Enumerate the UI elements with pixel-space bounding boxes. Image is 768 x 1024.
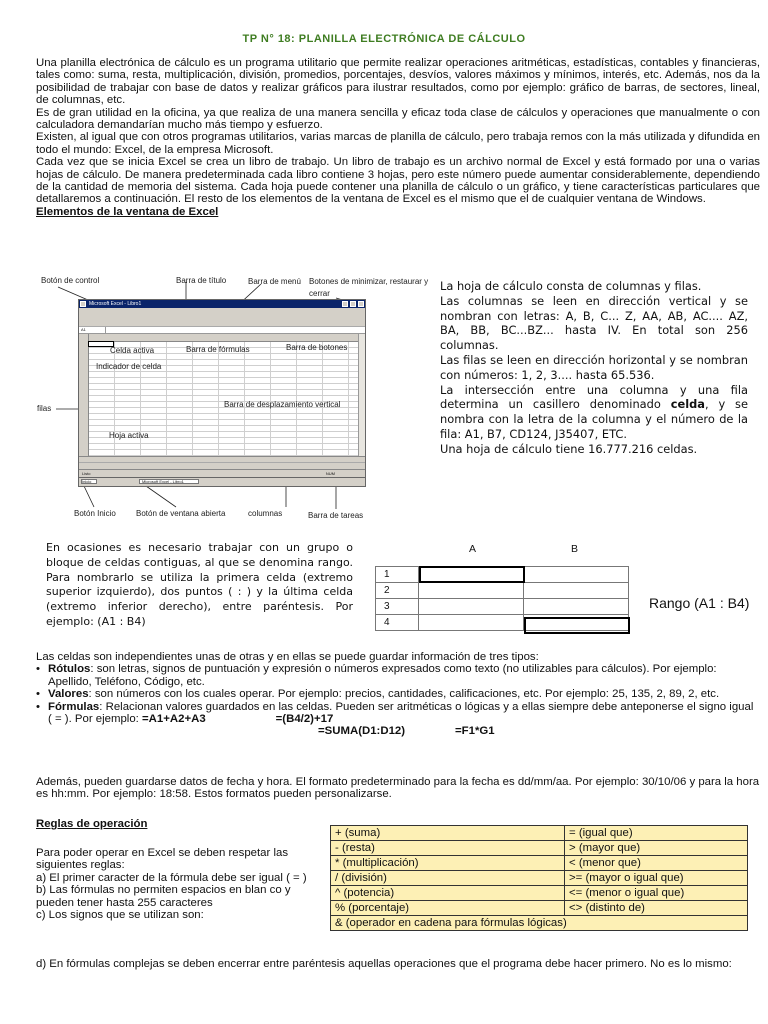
date-formats-paragraph: Además, pueden guardarse datos de fecha y hora. El formato predeterminado para la fecha es dd/mm/aa. Por ejemplo: 30/10/06 y para la hora es hh:mm. Por ejemplo: 18:58. Estos formatos pueden personalizarse. (36, 776, 760, 801)
rule-line: b) Las fórmulas no permiten espacios en blan co y pueden tener hasta 255 caracteres (36, 884, 291, 909)
operators-table (330, 825, 748, 931)
range-label: Rango (A1 : B4) (649, 595, 750, 611)
rule-line: c) Los signos que se utilizan son: (36, 909, 204, 922)
formula-example: =A1+A2+A3 (142, 713, 206, 726)
callout-boton-inicio: Botón Inicio (74, 509, 116, 518)
callout-barra-botones: Barra de botones (286, 343, 348, 352)
range-row-number: 2 (376, 583, 419, 599)
info-line: Una hoja de cálculo tiene 16.777.216 celdas. (440, 441, 698, 456)
control-menu-icon[interactable] (80, 301, 86, 307)
excel-title-bar: Microsoft Excel - Libro1 (79, 300, 365, 308)
vertical-scrollbar[interactable] (358, 334, 365, 456)
callout-celda-activa: Celda activa (110, 346, 155, 355)
excel-format-toolbar[interactable] (79, 320, 365, 327)
taskbar-window-button[interactable]: Microsoft Excel - Libro1 (139, 479, 199, 484)
intro-paragraph: Es de gran utilidad en la oficina, ya que realiza de una manera sencilla y eficaz toda clase de cálculos y operaciones que manualmente o con calculadora demandarían mucho más tiempo y esfuerzo. (36, 106, 760, 132)
list-item: • Valores: son números con los cuales operar. Por ejemplo: precios, cantidades, calificaciones, etc. Por ejemplo: 25, 135, 2, 89, 2, etc. (36, 688, 760, 700)
row-headers (79, 334, 89, 456)
status-ready: Listo (82, 471, 91, 476)
page-title: TP N° 18: PLANILLA ELECTRÓNICA DE CÁLCULO (242, 33, 526, 45)
callout-barra-desplazamiento: Barra de desplazamiento vertical (224, 400, 341, 409)
intro-section (36, 57, 760, 218)
rules-text (36, 847, 314, 921)
formula-examples-row (36, 725, 760, 737)
callout-barra-titulo: Barra de título (176, 276, 227, 285)
table-row: & (operador en cadena para fórmulas lógicas) (331, 916, 748, 931)
table-row: + (suma) = (igual que) (331, 826, 748, 841)
range-corner-b4 (524, 617, 630, 634)
table-row: / (división) >= (mayor o igual que) (331, 871, 748, 886)
close-icon[interactable] (358, 301, 364, 307)
range-row-number: 3 (376, 599, 419, 615)
cell-types-list (36, 663, 760, 725)
callout-barra-menu: Barra de menú (248, 277, 301, 286)
callout-boton-ventana: Botón de ventana abierta (136, 509, 226, 518)
range-row-number: 1 (376, 567, 419, 583)
formula-example: =(B4/2)+17 (275, 713, 334, 726)
rules-heading: Reglas de operación (36, 818, 148, 830)
formula-bar[interactable] (79, 327, 365, 334)
start-button[interactable]: Inicio (81, 479, 97, 484)
range-corner-a1 (419, 566, 525, 583)
excel-info-text (440, 279, 748, 457)
range-example-table (375, 543, 631, 637)
formula-example: =F1*G1 (455, 725, 495, 738)
callout-barra-tareas: Barra de tareas (308, 511, 364, 520)
table-row: * (multiplicación) < (menor que) (331, 856, 748, 871)
callout-barra-formulas: Barra de fórmulas (186, 345, 250, 354)
callout-filas: filas (37, 404, 52, 413)
list-item: • Rótulos: son letras, signos de puntuación y expresión o números expresados como texto (no utilizables para cálculos). Por ejemplo: Apellido, Teléfono, Código, etc. (36, 663, 760, 688)
intro-paragraph: Una planilla electrónica de cálculo es un programa utilitario que permite realizar operaciones aritméticas, estadísticas, contables y financieras, tales como: suma, resta, multiplicación, división, promedios, porcentajes, desvíos, valores máximos y mínimos, interés, etc. Además, nos da la posibilidad de trabajar con base de datos y realizar gráficos para ilustrar resultados, como por ejemplo: gráfico de barras, de sectores, lineal, de columnas, etc. (36, 57, 760, 107)
info-line: La intersección entre una columna y una fila determina un casillero denominado celda, y se nombra con la letra de la columna y el número de la fila: A1, B7, CD124, J35407, ETC. (440, 382, 749, 441)
cell-types-intro: Las celdas son independientes unas de otras y en ellas se puede guardar información de tres tipos: (36, 651, 539, 663)
intro-paragraph: Cada vez que se inicia Excel se crea un libro de trabajo. Un libro de trabajo es un archivo normal de Excel y está formado por una o varias hojas de cálculo. De manera predeterminada cada libro contiene 3 hojas, pero este número puede aumentar considerablemente, dependiendo de la cantidad de memoria del sistema. Cada hoja puede contener una planilla de cálculo o un gráfico, y tiene características particulares que detallaremos a continuación. El resto de los elementos de la ventana de Excel es el mismo que el de cualquier ventana de Windows. (36, 156, 760, 206)
range-col-a: A (469, 543, 477, 555)
callout-columnas: columnas (248, 509, 283, 518)
callout-indicador-celda: Indicador de celda (96, 362, 162, 371)
info-line: La hoja de cálculo consta de columnas y filas. (440, 279, 702, 293)
minimize-icon[interactable] (342, 301, 348, 307)
table-row: ^ (potencia) <= (menor o igual que) (331, 886, 748, 901)
range-row-number: 4 (376, 615, 419, 631)
status-bar (79, 469, 365, 477)
formula-example: =SUMA(D1:D12) (318, 725, 406, 738)
celda-term: celda (670, 397, 705, 412)
excel-window-figure (36, 270, 436, 526)
list-item: • Fórmulas: Relacionan valores guardados en las celdas. Pueden ser aritméticas o lógicas y a ellas siempre debe anteponerse el signo igual ( = ). Por ejemplo: =A1+A2+A3 =(B4/2)+17 (36, 701, 760, 726)
elements-heading: Elementos de la ventana de Excel (36, 205, 219, 218)
callout-boton-control: Botón de control (41, 276, 100, 285)
windows-taskbar (78, 477, 366, 487)
status-num: NUM (325, 471, 335, 476)
column-headers (79, 334, 359, 342)
table-row: - (resta) > (mayor que) (331, 841, 748, 856)
rule-d-paragraph: d) En fórmulas complejas se deben encerrar entre paréntesis aquellas operaciones que el programa debe hacer primero. No es lo mismo: (36, 958, 732, 970)
cell-types-section (36, 651, 760, 738)
name-box[interactable]: A1 (79, 327, 106, 333)
restore-icon[interactable] (350, 301, 356, 307)
callout-botones-minimizar: Botones de minimizar, restaurar y cerrar (309, 277, 429, 298)
info-line: Las filas se leen en dirección horizontal y se nombran con números: 1, 2, 3.... hasta 65.536. (440, 352, 748, 382)
info-line: Las columnas se leen en dirección vertical y se nombran con letras: A, B, C... Z, AA, AB, AC.... AZ, BA, BB, BC...BZ... hasta IV. En total son 256 columnas. (440, 293, 748, 353)
intro-paragraph: Existen, al igual que con otros programas utilitarios, varias marcas de planilla de cálculo, pero trabaja remos con la más utilizada y difundida en todo el mundo: Excel, de la empresa Microsoft. (36, 131, 760, 156)
callout-hoja-activa: Hoja activa (109, 431, 149, 440)
rule-line: a) El primer caracter de la fórmula debe ser igual ( = ) (36, 871, 307, 884)
table-row: % (porcentaje) <> (distinto de) (331, 901, 748, 916)
range-col-b: B (571, 543, 579, 555)
rule-line: Para poder operar en Excel se deben respetar las siguientes reglas: (36, 847, 289, 872)
excel-window (78, 299, 366, 478)
range-explanation: En ocasiones es necesario trabajar con un grupo o bloque de celdas contiguas, al que se denomina rango. Para nombrarlo se utiliza la primera celda (extremo superior izquierdo), dos puntos ( : ) y la última celda (extremo inferior derecho), entre paréntesis. Por ejemplo: (A1 : B4) (46, 541, 353, 628)
